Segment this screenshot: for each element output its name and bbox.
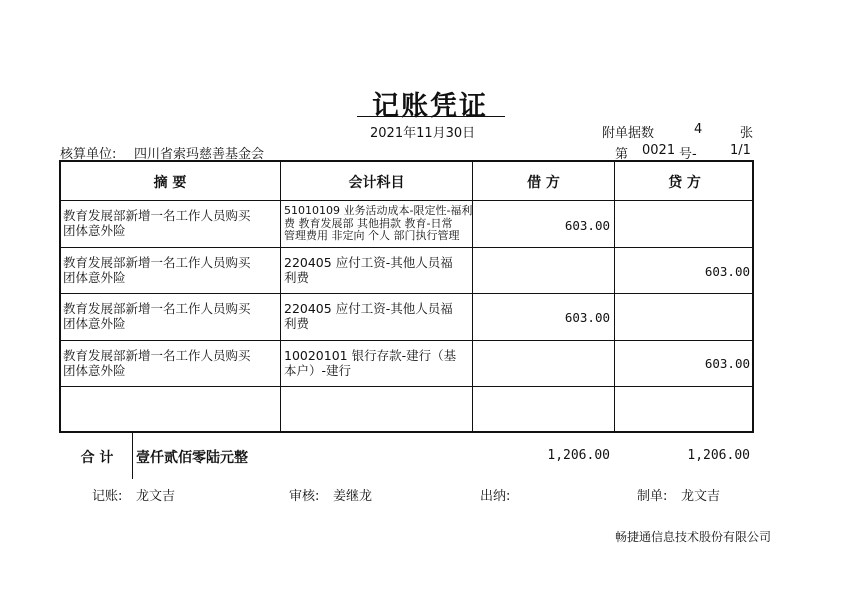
row-credit: 603.00 [704,264,750,279]
software-company: 畅捷通信息技术股份有限公司 [615,530,772,544]
preparer-label: 制单: [637,489,668,504]
row-debit: 603.00 [564,310,610,325]
preparer-name: 龙文吉 [681,489,721,504]
reviewer-label: 审核: [289,489,320,504]
header-credit: 贷 方 [668,175,701,191]
attachment-unit: 张 [740,126,754,141]
row-divider [59,200,754,201]
voucher-title: 记账凭证 [372,91,488,122]
title-underline [357,116,505,117]
row-divider [59,432,754,433]
bookkeeper-label: 记账: [92,489,123,504]
header-account: 会计科目 [348,175,405,191]
row-account: 220405 应付工资-其他人员福 利费 [284,255,453,285]
row-divider [59,247,754,248]
voucher-number: 0021 [642,143,676,158]
voucher-suffix: 号- [679,147,697,162]
total-label: 合 计 [80,450,114,466]
cashier-label: 出纳: [480,489,511,504]
voucher-date: 2021年11月30日 [370,126,476,141]
row-account: 10020101 银行存款-建行（基 本户）-建行 [284,348,457,378]
unit-name: 四川省索玛慈善基金会 [134,147,265,162]
header-debit: 借 方 [527,175,560,191]
header-summary: 摘 要 [153,175,187,191]
attachment-label: 附单据数 [602,126,655,141]
voucher-prefix: 第 [615,147,629,162]
reviewer-name: 姜继龙 [333,489,373,504]
row-summary: 教育发展部新增一名工作人员购买 团体意外险 [63,301,251,331]
row-divider [59,293,754,294]
row-divider [59,340,754,341]
row-credit: 603.00 [704,356,750,371]
row-summary: 教育发展部新增一名工作人员购买 团体意外险 [63,208,251,238]
row-account: 51010109 业务活动成本-限定性-福利 费 教育发展部 其他捐款 教育-日常 管理费用 非定向 个人 部门执行管理 [284,204,473,242]
unit-label: 核算单位: [60,147,117,162]
total-debit: 1,206.00 [547,448,610,463]
bookkeeper-name: 龙文吉 [136,489,176,504]
row-debit: 603.00 [564,218,610,233]
voucher-page: 1/1 [730,143,751,158]
row-account: 220405 应付工资-其他人员福 利费 [284,301,453,331]
attachment-count: 4 [694,122,703,137]
row-summary: 教育发展部新增一名工作人员购买 团体意外险 [63,255,251,285]
row-summary: 教育发展部新增一名工作人员购买 团体意外险 [63,348,251,378]
total-label-divider [132,433,133,479]
total-words: 壹仟贰佰零陆元整 [136,450,248,466]
row-divider [59,386,754,387]
total-credit: 1,206.00 [687,448,750,463]
